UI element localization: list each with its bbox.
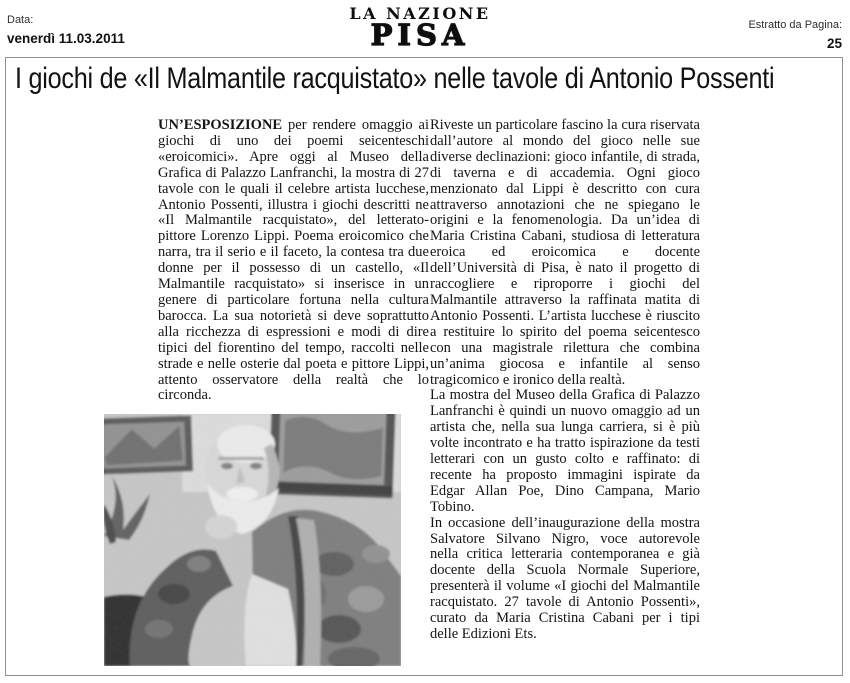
- masthead-title: LA NAZIONE: [349, 4, 491, 23]
- article-box: [5, 57, 843, 676]
- paragraph: La mostra del Museo della Grafica di Palazzo Lanfranchi è quindi un nuovo omaggio ad un artista che, nella sua lunga carriera, si è più volte incontrato e ha tratto ispirazione da testi letterari con un gusto colto e raffinato: di recente ha proposto immagini ispirate da Edgar Allan Poe, Dino Campana, Mario Tobino.: [430, 387, 700, 515]
- paragraph: Riveste un particolare fascino la cura riservata dall’autore al mondo del gioco nelle sue diverse declinazioni: gioco infantile, di strada, di taverna e di accademia. Ogni gioco menzionato dal Lippi è descritto con cura attraverso annotazioni che ne spiegano le origini e la fenomenologia. Da un’idea di Maria Cristina Cabani, studiosa di letteratura eroica ed eroicomica e docente dell’Università di Pisa, è nato il progetto di raccogliere e riproporre i giochi del Malmantile attraverso la raffinata matita di Antonio Possenti. L’artista lucchese è riuscito a restituire lo spirito del poema seicentesco con una magistrale rilettura che combina un’anima giocosa e infantile al senso tragicomico e ironico della realtà.: [430, 117, 700, 388]
- lead-word: UN’ESPOSIZIONE: [158, 117, 283, 133]
- date-value: venerdì 11.03.2011: [7, 31, 125, 46]
- masthead: [330, 4, 510, 52]
- date-label: Data:: [7, 14, 34, 26]
- paragraph: [158, 118, 429, 404]
- masthead-city: PISA: [370, 17, 470, 52]
- paragraph: In occasione dell’inaugurazione della mostra Salvatore Silvano Nigro, voce autorevole nella critica letteraria contemporanea e già docente della Scuola Normale Superiore, presenterà il volume «I giochi del Malmantile racquistato. 27 tavole di Antonio Possenti», curato da Maria Cristina Cabani per i tipi delle Edizioni Ets.: [430, 514, 700, 642]
- headline: I giochi de «Il Malmantile racquistato» nelle tavole di Antonio Possenti: [15, 62, 775, 95]
- page-number: 25: [826, 36, 842, 51]
- article-column-left: [158, 118, 429, 404]
- paragraph-text: per rendere omaggio ai giochi di uno dei poemi seicenteschi «eroicomici». Apre oggi al Museo della Grafica di Palazzo Lanfranchi, la mostra di 27 tavole con le quali il celebre artista lucchese, Antonio Possenti, illustra i giochi descritti ne «Il Malmantile racquistato», del letterato-pittore Lorenzo Lippi. Poema eroicomico che narra, tra il serio e il faceto, la contesa tra due donne per il possesso di un castello, «Il Malmantile racquistato» si inserisce in un genere di particolare fortuna nella cultura barocca. La sua notorietà si deve soprattutto alla ricchezza di espressioni e modi di dire tipici del fiorentino del tempo, raccolti nelle strade e nelle osterie dal poeta e pittore Lippi, attento osservatore della realtà che lo circonda.: [158, 117, 429, 404]
- portrait-photo: [104, 414, 401, 666]
- article-column-right: [430, 118, 700, 643]
- portrait-photo-art: [104, 414, 401, 666]
- page-extract-label: Estratto da Pagina:: [748, 19, 842, 31]
